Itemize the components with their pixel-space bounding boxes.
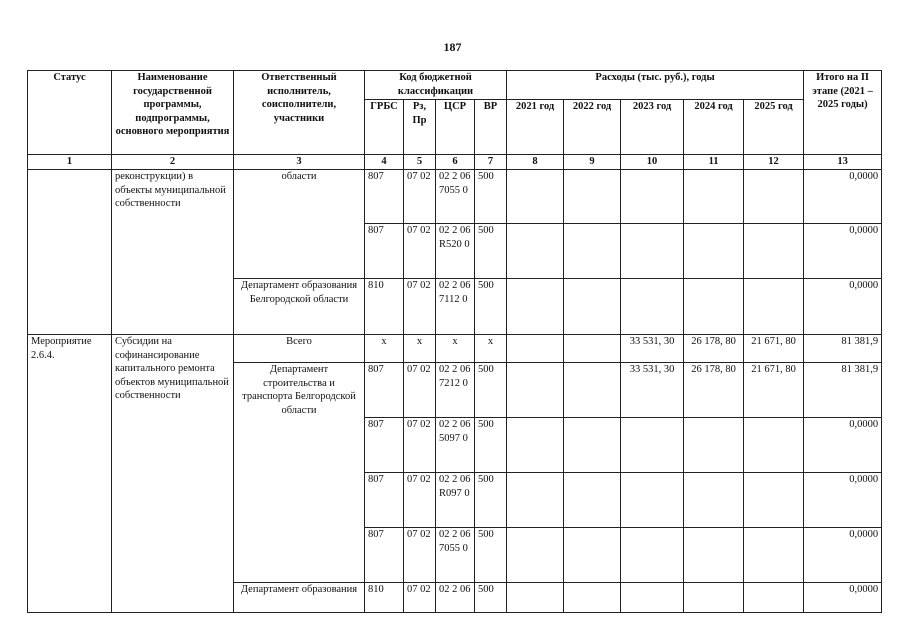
rzpr-cell: 07 02 [404, 528, 436, 583]
column-number: 11 [684, 155, 744, 170]
header-year-2025: 2025 год [744, 100, 804, 155]
total-cell: 81 381,9 [804, 363, 882, 418]
csr-cell: 02 2 06 [436, 583, 475, 613]
year-2024-cell [684, 170, 744, 224]
year-2022-cell [564, 224, 621, 279]
year-2021-cell [507, 279, 564, 335]
year-2024-cell [684, 418, 744, 473]
header-year-2023: 2023 год [621, 100, 684, 155]
year-2024-cell: 26 178, 80 [684, 363, 744, 418]
column-number: 5 [404, 155, 436, 170]
header-budget-code-group: Код бюджетной классификации [365, 71, 507, 100]
year-2022-cell [564, 335, 621, 363]
table-row [28, 170, 882, 224]
year-2021-cell [507, 363, 564, 418]
rzpr-cell: 07 02 [404, 224, 436, 279]
vr-cell: 500 [475, 583, 507, 613]
column-number: 2 [112, 155, 234, 170]
year-2025-cell [744, 528, 804, 583]
responsible-cell: Департамент образования Белгородской области [234, 279, 365, 335]
year-2023-cell [621, 583, 684, 613]
header-csr: ЦСР [436, 100, 475, 155]
year-2023-cell [621, 473, 684, 528]
grbs-cell: 807 [365, 473, 404, 528]
year-2022-cell [564, 583, 621, 613]
year-2022-cell [564, 170, 621, 224]
csr-cell: 02 2 06 7212 0 [436, 363, 475, 418]
status-cell: Мероприятие 2.6.4. [28, 335, 112, 613]
status-cell [28, 170, 112, 335]
year-2021-cell [507, 583, 564, 613]
column-number: 13 [804, 155, 882, 170]
responsible-cell: Департамент образования [234, 583, 365, 613]
header-total: Итого на II этапе (2021 – 2025 годы) [804, 71, 882, 155]
header-year-2021: 2021 год [507, 100, 564, 155]
header-year-2022: 2022 год [564, 100, 621, 155]
csr-cell: 02 2 06 R097 0 [436, 473, 475, 528]
total-cell: 0,0000 [804, 418, 882, 473]
year-2023-cell [621, 418, 684, 473]
total-cell: 0,0000 [804, 224, 882, 279]
rzpr-cell: х [404, 335, 436, 363]
year-2024-cell [684, 528, 744, 583]
header-responsible: Ответственный исполнитель, соисполнители, участники [234, 71, 365, 155]
year-2022-cell [564, 363, 621, 418]
vr-cell: 500 [475, 279, 507, 335]
year-2021-cell [507, 335, 564, 363]
column-number: 6 [436, 155, 475, 170]
grbs-cell: 807 [365, 170, 404, 224]
column-number: 7 [475, 155, 507, 170]
year-2023-cell: 33 531, 30 [621, 335, 684, 363]
responsible-cell: области [234, 170, 365, 279]
table-row [28, 335, 882, 363]
grbs-cell: х [365, 335, 404, 363]
year-2021-cell [507, 224, 564, 279]
header-row-main [28, 71, 882, 100]
year-2025-cell: 21 671, 80 [744, 335, 804, 363]
total-cell: 81 381,9 [804, 335, 882, 363]
csr-cell: 02 2 06 5097 0 [436, 418, 475, 473]
rzpr-cell: 07 02 [404, 418, 436, 473]
total-cell: 0,0000 [804, 583, 882, 613]
header-program-name: Наименование государственной программы, подпрограммы, основного мероприятия [112, 71, 234, 155]
year-2023-cell [621, 224, 684, 279]
column-number: 4 [365, 155, 404, 170]
year-2025-cell [744, 473, 804, 528]
year-2024-cell [684, 473, 744, 528]
vr-cell: 500 [475, 528, 507, 583]
column-number: 3 [234, 155, 365, 170]
year-2024-cell [684, 279, 744, 335]
header-vr: ВР [475, 100, 507, 155]
vr-cell: 500 [475, 224, 507, 279]
year-2025-cell: 21 671, 80 [744, 363, 804, 418]
vr-cell: х [475, 335, 507, 363]
year-2025-cell [744, 170, 804, 224]
csr-cell: 02 2 06 7055 0 [436, 170, 475, 224]
year-2022-cell [564, 473, 621, 528]
year-2023-cell [621, 170, 684, 224]
total-cell: 0,0000 [804, 170, 882, 224]
program-name-cell: Субсидии на софинансирование капитального ремонта объектов муниципальной собственности [112, 335, 234, 613]
year-2021-cell [507, 473, 564, 528]
rzpr-cell: 07 02 [404, 473, 436, 528]
program-name-cell: реконструкции) в объекты муниципальной собственности [112, 170, 234, 335]
total-cell: 0,0000 [804, 473, 882, 528]
year-2024-cell: 26 178, 80 [684, 335, 744, 363]
header-grbs: ГРБС [365, 100, 404, 155]
vr-cell: 500 [475, 418, 507, 473]
grbs-cell: 807 [365, 224, 404, 279]
total-cell: 0,0000 [804, 279, 882, 335]
year-2025-cell [744, 583, 804, 613]
year-2023-cell: 33 531, 30 [621, 363, 684, 418]
responsible-cell: Департамент строительства и транспорта Белгородской области [234, 363, 365, 583]
rzpr-cell: 07 02 [404, 170, 436, 224]
total-cell: 0,0000 [804, 528, 882, 583]
year-2022-cell [564, 528, 621, 583]
column-number-row [28, 155, 882, 170]
budget-table [27, 70, 882, 613]
year-2024-cell [684, 583, 744, 613]
column-number: 9 [564, 155, 621, 170]
year-2025-cell [744, 279, 804, 335]
year-2025-cell [744, 224, 804, 279]
year-2023-cell [621, 528, 684, 583]
year-2022-cell [564, 418, 621, 473]
csr-cell: х [436, 335, 475, 363]
year-2024-cell [684, 224, 744, 279]
header-rz-pr: Рз, Пр [404, 100, 436, 155]
grbs-cell: 807 [365, 363, 404, 418]
year-2025-cell [744, 418, 804, 473]
responsible-cell: Всего [234, 335, 365, 363]
year-2021-cell [507, 528, 564, 583]
rzpr-cell: 07 02 [404, 363, 436, 418]
grbs-cell: 807 [365, 418, 404, 473]
vr-cell: 500 [475, 363, 507, 418]
year-2021-cell [507, 170, 564, 224]
vr-cell: 500 [475, 170, 507, 224]
header-expenses-group: Расходы (тыс. руб.), годы [507, 71, 804, 100]
grbs-cell: 807 [365, 528, 404, 583]
csr-cell: 02 2 06 R520 0 [436, 224, 475, 279]
year-2022-cell [564, 279, 621, 335]
csr-cell: 02 2 06 7112 0 [436, 279, 475, 335]
rzpr-cell: 07 02 [404, 279, 436, 335]
grbs-cell: 810 [365, 279, 404, 335]
column-number: 8 [507, 155, 564, 170]
column-number: 1 [28, 155, 112, 170]
header-status: Статус [28, 71, 112, 155]
rzpr-cell: 07 02 [404, 583, 436, 613]
year-2021-cell [507, 418, 564, 473]
year-2023-cell [621, 279, 684, 335]
header-year-2024: 2024 год [684, 100, 744, 155]
page-number: 187 [443, 40, 462, 54]
column-number: 10 [621, 155, 684, 170]
csr-cell: 02 2 06 7055 0 [436, 528, 475, 583]
vr-cell: 500 [475, 473, 507, 528]
grbs-cell: 810 [365, 583, 404, 613]
column-number: 12 [744, 155, 804, 170]
